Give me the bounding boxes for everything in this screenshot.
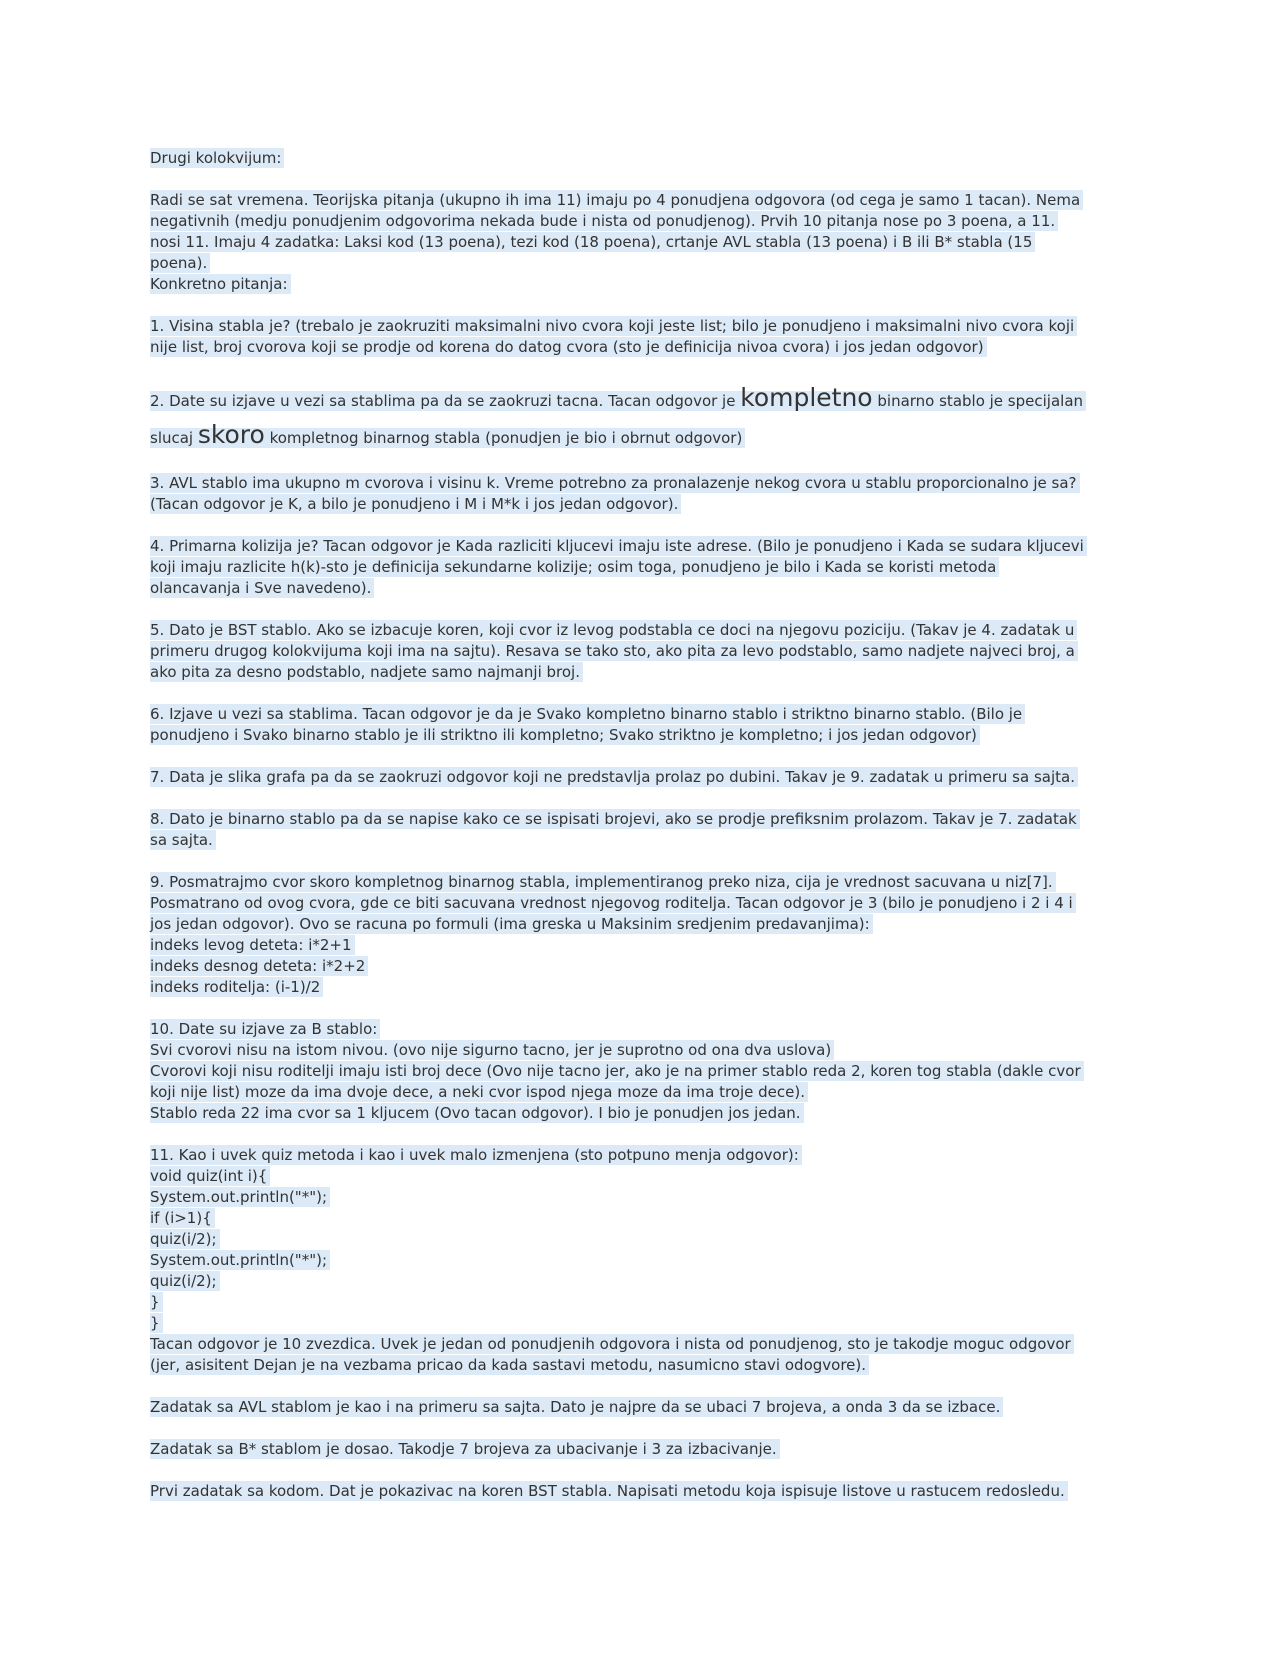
intro-line: nosi 11. Imaju 4 zadatka: Laksi kod (13 poena), tezi kod (18 poena), crtanje AVL stabla (13 poena) i B ili B* stabla (15 [150, 232, 1035, 252]
question-line: 3. AVL stablo ima ukupno m cvorova i visinu k. Vreme potrebno za pronalazenje nekog cvora u stablu proporcionalno je sa? [150, 473, 1080, 493]
question-line: 8. Dato je binarno stablo pa da se napise kako ce se ispisati brojevi, ako se prodje prefiksnim prolazom. Takav je 7. zadatak [150, 809, 1080, 829]
question-line: koji imaju razlicite h(k)-sto je definicija sekundarne kolizije; osim toga, ponudjeno je bilo i Kada se koristi metoda [150, 557, 999, 577]
question-4 [150, 536, 1140, 599]
code-line: System.out.println("*"); [150, 1187, 330, 1207]
question-text: binarno stablo je specijalan [872, 392, 1084, 410]
question-line: sa sajta. [150, 830, 216, 850]
formula-line: indeks desnog deteta: i*2+2 [150, 956, 368, 976]
code-line: quiz(i/2); [150, 1229, 220, 1249]
question-line: primeru drugog kolokvijuma koji ima na sajtu). Resava se tako sto, ako pita za levo podstablo, samo nadjete najveci broj, a [150, 641, 1078, 661]
question-line: 5. Dato je BST stablo. Ako se izbacuje koren, koji cvor iz levog podstabla ce doci na njegovu poziciju. (Takav je 4. zadatak u [150, 620, 1077, 640]
formula-line: indeks levog deteta: i*2+1 [150, 935, 355, 955]
question-line: (jer, asisitent Dejan je na vezbama pricao da kada sastavi metodu, nasumicno stavi odogvore). [150, 1355, 869, 1375]
task-code [150, 1481, 1140, 1502]
question-line: jos jedan odgovor). Ovo se racuna po formuli (ima greska u Maksinim sredjenim predavanjima): [150, 914, 873, 934]
question-line: Cvorovi koji nisu roditelji imaju isti broj dece (Ovo nije tacno jer, ako je na primer stablo reda 2, koren tog stabla (dakle cvor [150, 1061, 1084, 1081]
question-10 [150, 1019, 1140, 1124]
question-line: 6. Izjave u vezi sa stablima. Tacan odgovor je da je Svako kompletno binarno stablo i striktno binarno stablo. (Bilo je [150, 704, 1025, 724]
task-line: Prvi zadatak sa kodom. Dat je pokazivac na koren BST stabla. Napisati metodu koja ispisuje listove u rastucem redosledu. [150, 1481, 1068, 1501]
question-line: Stablo reda 22 ima cvor sa 1 kljucem (Ovo tacan odgovor). I bio je ponudjen jos jedan. [150, 1103, 804, 1123]
formula-line: indeks roditelja: (i-1)/2 [150, 977, 323, 997]
question-6 [150, 704, 1140, 746]
question-line: ponudjeno i Svako binarno stablo je ili striktno ili kompletno; Svako striktno je kompletno; i jos jedan odgovor) [150, 725, 980, 745]
question-1 [150, 316, 1140, 358]
intro-line: Radi se sat vremena. Teorijska pitanja (ukupno ih ima 11) imaju po 4 ponudjena odgovora (od cega je samo 1 tacan). Nema [150, 190, 1083, 210]
question-text: 2. Date su izjave u vezi sa stablima pa da se zaokruzi tacna. Tacan odgovor je [150, 392, 741, 410]
code-line: } [150, 1313, 163, 1333]
question-5 [150, 620, 1140, 683]
question-line: Svi cvorovi nisu na istom nivou. (ovo nije sigurno tacno, jer je suprotno od ona dva uslova) [150, 1040, 834, 1060]
question-11 [150, 1145, 1140, 1376]
intro-paragraph [150, 190, 1140, 295]
question-line: Tacan odgovor je 10 zvezdica. Uvek je jedan od ponudjenih odgovora i nista od ponudjenog, sto je takodje moguc odgovor [150, 1334, 1074, 1354]
question-9 [150, 872, 1140, 998]
task-bstar [150, 1439, 1140, 1460]
question-line: (Tacan odgovor je K, a bilo je ponudjeno i M i M*k i jos jedan odgovor). [150, 494, 681, 514]
code-line: if (i>1){ [150, 1208, 215, 1228]
subheading: Konkretno pitanja: [150, 274, 291, 294]
question-line [150, 420, 745, 449]
question-line: 11. Kao i uvek quiz metoda i kao i uvek malo izmenjena (sto potpuno menja odgovor): [150, 1145, 802, 1165]
question-line: Posmatrano od ovog cvora, gde ce biti sacuvana vrednost njegovog roditelja. Tacan odgovor je 3 (bilo je ponudjeno i 2 i 4 i [150, 893, 1076, 913]
question-line: 4. Primarna kolizija je? Tacan odgovor je Kada razliciti kljucevi imaju iste adrese. (Bilo je ponudjeno i Kada se sudara kljucevi [150, 536, 1087, 556]
question-text: slucaj [150, 429, 198, 447]
question-line: 9. Posmatrajmo cvor skoro kompletnog binarnog stabla, implementiranog preko niza, cija je vrednost sacuvana u niz[7]. [150, 872, 1056, 892]
question-2 [150, 381, 1140, 455]
question-line: 1. Visina stabla je? (trebalo je zaokruziti maksimalni nivo cvora koji jeste list; bilo je ponudjeno i maksimalni nivo cvora koji [150, 316, 1077, 336]
code-line: System.out.println("*"); [150, 1250, 330, 1270]
question-7 [150, 767, 1140, 788]
task-avl [150, 1397, 1140, 1418]
code-line: quiz(i/2); [150, 1271, 220, 1291]
question-text: kompletnog binarnog stabla (ponudjen je bio i obrnut odgovor) [264, 429, 743, 447]
document-body [150, 148, 1140, 1502]
intro-line: poena). [150, 253, 210, 273]
task-line: Zadatak sa B* stablom je dosao. Takodje 7 brojeva za ubacivanje i 3 za izbacivanje. [150, 1439, 780, 1459]
document-heading: Drugi kolokvijum: [150, 148, 1140, 169]
question-line: nije list, broj cvorova koji se prodje od korena do datog cvora (sto je definicija nivoa cvora) i jos jedan odgovor) [150, 337, 987, 357]
intro-line: negativnih (medju ponudjenim odgovorima nekada bude i nista od ponudjenog). Prvih 10 pitanja nose po 3 poena, a 11. [150, 211, 1058, 231]
task-line: Zadatak sa AVL stablom je kao i na primeru sa sajta. Dato je najpre da se ubaci 7 brojeva, a onda 3 da se izbace. [150, 1397, 1003, 1417]
emphasized-word: skoro [197, 420, 265, 449]
code-line: } [150, 1292, 163, 1312]
question-8 [150, 809, 1140, 851]
question-line: 10. Date su izjave za B stablo: [150, 1019, 380, 1039]
question-line: olancavanja i Sve navedeno). [150, 578, 374, 598]
code-line: void quiz(int i){ [150, 1166, 270, 1186]
question-line: 7. Data je slika grafa pa da se zaokruzi odgovor koji ne predstavlja prolaz po dubini. Takav je 9. zadatak u primeru sa sajta. [150, 767, 1078, 787]
emphasized-word: kompletno [740, 383, 873, 412]
question-line: ako pita za desno podstablo, nadjete samo najmanji broj. [150, 662, 583, 682]
question-line: koji nije list) moze da ima dvoje dece, a neki cvor ispod njega moze da ima troje dece). [150, 1082, 808, 1102]
question-line [150, 383, 1086, 412]
question-3 [150, 473, 1140, 515]
